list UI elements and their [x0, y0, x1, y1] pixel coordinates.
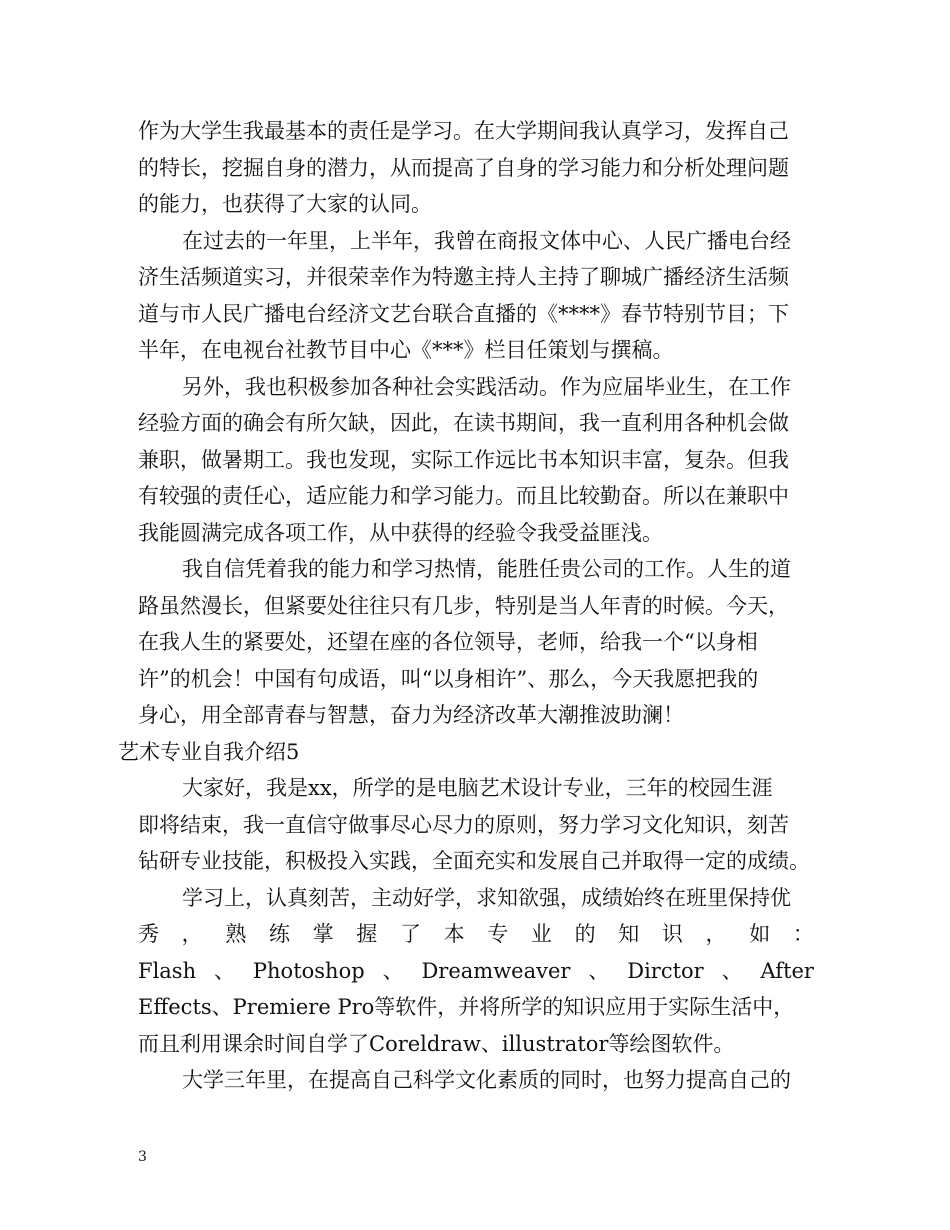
text-fragment: 业	[530, 922, 552, 946]
text-fragment: 、	[382, 958, 404, 983]
text-fragment: After	[760, 958, 814, 983]
text-fragment: 熟	[225, 922, 247, 946]
paragraph-line: 许”的机会！中国有句成语，叫“以身相许”、那么，今天我愿把我的	[138, 666, 759, 691]
paragraph-line: 身心，用全部青春与智慧，奋力为经济改革大潮推波助澜！	[138, 703, 684, 727]
document-body	[118, 113, 814, 1099]
paragraph-line: 兼职，做暑期工。我也发现，实际工作远比书本知识丰富，复杂。但我	[138, 447, 789, 472]
paragraph-line: 大家好，我是xx，所学的是电脑艺术设计专业，三年的校园生涯	[182, 776, 773, 800]
text-fragment: 了	[399, 922, 421, 946]
paragraph-line: 我能圆满完成各项工作，从中获得的经验令我受益匪浅。	[138, 520, 663, 545]
paragraph-line: 道与市人民广播电台经济文艺台联合直播的《****》春节特别节目；下	[138, 301, 789, 326]
paragraph-line: 半年，在电视台社教节目中心《***》栏目任策划与撰稿。	[138, 338, 674, 362]
page-number: 3	[138, 1149, 147, 1165]
text-fragment: 、	[721, 958, 743, 983]
text-fragment: 掌	[312, 922, 334, 946]
text-fragment: 专	[487, 922, 509, 946]
justified-paragraph-line	[138, 953, 814, 990]
paragraph-line: 的能力，也获得了大家的认同。	[138, 192, 432, 216]
text-fragment: Dirctor	[627, 958, 704, 983]
text-fragment: Photoshop	[252, 958, 365, 983]
text-fragment: 本	[443, 922, 465, 946]
text-fragment: ：	[792, 922, 814, 946]
paragraph-line: 而且利用课余时间自学了Coreldraw、illustrator等绘图软件。	[138, 1031, 735, 1056]
paragraph-line: 大学三年里，在提高自己科学文化素质的同时，也努力提高自己的	[182, 1068, 791, 1092]
paragraph-line: 作为大学生我最基本的责任是学习。在大学期间我认真学习，发挥自己	[138, 119, 789, 143]
text-fragment: Flash	[138, 958, 197, 983]
text-fragment: 、	[588, 958, 610, 983]
text-fragment: 握	[356, 922, 378, 946]
paragraph-line: 我自信凭着我的能力和学习热情，能胜任贵公司的工作。人生的道	[182, 557, 791, 581]
paragraph-line: 即将结束，我一直信守做事尽心尽力的原则，努力学习文化知识，刻苦	[138, 812, 789, 837]
paragraph-line: 的特长，挖掘自身的潜力，从而提高了自身的学习能力和分析处理问题	[138, 155, 789, 180]
text-fragment: ，	[181, 922, 203, 946]
paragraph-line: 有较强的责任心，适应能力和学习能力。而且比较勤奋。所以在兼职中	[138, 484, 789, 508]
text-fragment: 识	[661, 922, 683, 946]
paragraph-line: 路虽然漫长，但紧要处往往只有几步，特别是当人年青的时候。今天，	[138, 593, 789, 618]
justified-paragraph-line	[138, 916, 814, 953]
paragraph-line: Effects、Premiere Pro等软件，并将所学的知识应用于实际生活中，	[138, 995, 795, 1019]
text-fragment: 知	[618, 922, 640, 946]
paragraph-line: 钻研专业技能，积极投入实践，全面充实和发展自己并取得一定的成绩。	[138, 849, 810, 873]
paragraph-line: 经验方面的确会有所欠缺，因此，在读书期间，我一直利用各种机会做	[138, 411, 789, 435]
text-fragment: 练	[268, 922, 290, 946]
paragraph-line: 济生活频道实习，并很荣幸作为特邀主持人主持了聊城广播经济生活频	[138, 265, 789, 289]
text-fragment: 、	[214, 958, 235, 983]
text-fragment: 秀	[138, 922, 159, 946]
text-fragment: ，	[705, 922, 727, 946]
text-fragment: 如	[749, 922, 771, 946]
paragraph-line: 学习上，认真刻苦，主动好学，求知欲强，成绩始终在班里保持优	[182, 885, 791, 910]
section-heading: 艺术专业自我介绍5	[118, 739, 300, 764]
text-fragment: 的	[574, 922, 596, 946]
paragraph-line: 另外，我也积极参加各种社会实践活动。作为应届毕业生，在工作	[182, 374, 791, 399]
paragraph-line: 在我人生的紧要处，还望在座的各位领导，老师，给我一个“以身相	[138, 630, 758, 654]
paragraph-line: 在过去的一年里，上半年，我曾在商报文体中心、人民广播电台经	[182, 228, 791, 253]
text-fragment: Dreamweaver	[421, 958, 571, 983]
